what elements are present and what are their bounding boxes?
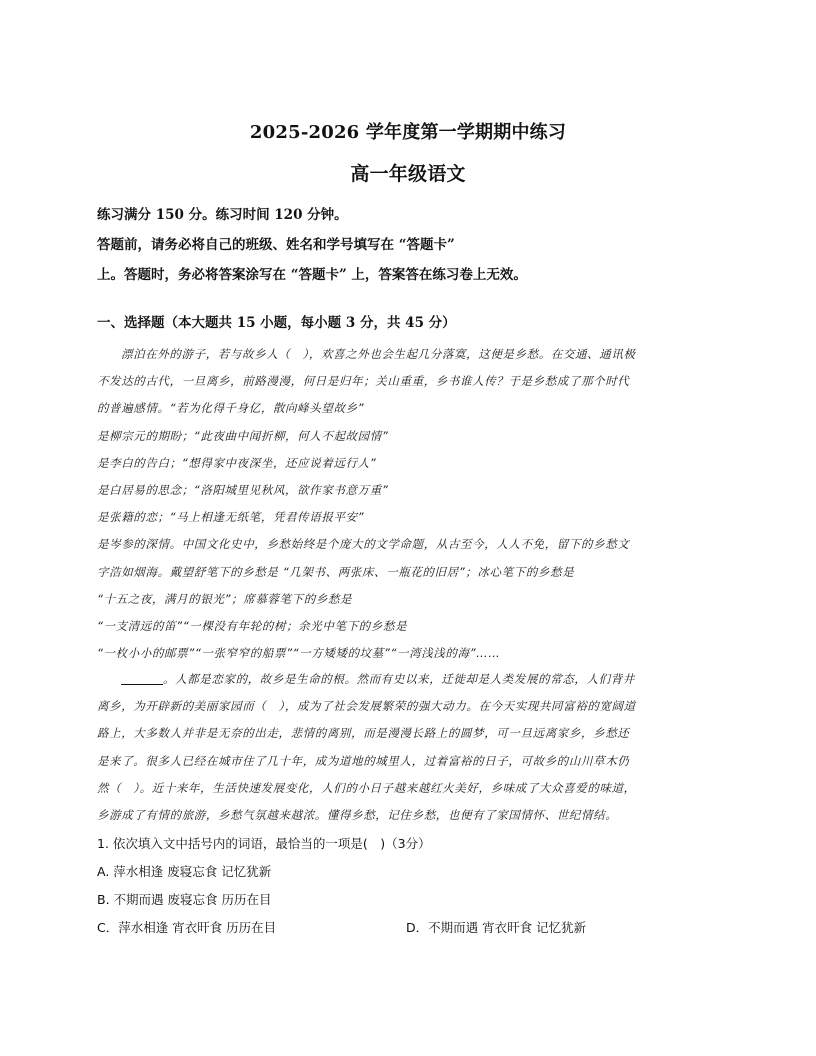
fill-in-blank <box>121 672 163 685</box>
exam-subtitle: 高一年级语文 <box>350 163 466 185</box>
instruction-line-3: 上。答题时，务必将答案涂写在 “答题卡” 上，答案答在练习卷上无效。 <box>97 267 527 283</box>
option-d: D．不期而遇 宵衣旰食 记忆犹新 <box>406 920 587 935</box>
passage-line: 字浩如烟海。戴望舒笔下的乡愁是 “几架书、两张床、一瓶花的旧居”；冰心笔下的乡愁是 <box>97 564 575 579</box>
reading-passage-1 <box>97 345 717 671</box>
passage-line: 漂泊在外的游子，若与故乡人（ ），欢喜之外也会生起几分落寞，这便是乡愁。在交通、通讯极 <box>121 347 636 361</box>
passage-line: 是白居易的思念；“洛阳城里见秋风，欲作家书意万重” <box>97 482 389 497</box>
reading-passage-2 <box>97 670 717 833</box>
passage-line: “十五之夜，满月的银光”；席慕蓉笔下的乡愁是 <box>97 591 353 606</box>
exam-title: 2025-2026 学年度第一学期期中练习 <box>249 122 567 143</box>
passage-line: “一支清远的笛”“一棵没有年轮的树；余光中笔下的乡愁是 <box>97 618 408 633</box>
passage-line: 然（ ）。近十来年，生活快速发展变化，人们的小日子越来越红火美好，乡味成了大众喜爱的味道， <box>97 780 636 795</box>
passage-line: 是李白的告白；“想得家中夜深坐，还应说着远行人” <box>97 455 377 470</box>
passage-line: 是张籍的恋；“马上相逢无纸笔，凭君传语报平安” <box>97 510 365 525</box>
passage-line: 是岑参的深情。中国文化史中，乡愁始终是个庞大的文学命题，从古至今，人人不免，留下的乡愁文 <box>97 537 630 552</box>
option-a: A. 萍水相逢 废寝忘食 记忆犹新 <box>97 864 272 879</box>
passage-line: 的普遍感情。“若为化得千身亿，散向峰头望故乡” <box>97 401 365 416</box>
passage-text: 。人都是恋家的，故乡是生命的根。然而有史以来，迁徙却是人类发展的常态，人们背井 <box>163 672 635 686</box>
option-b: B. 不期而遇 废寝忘食 历历在目 <box>97 892 272 907</box>
passage-line: 是来了。很多人已经在城市住了几十年，成为道地的城里人，过着富裕的日子，可故乡的山川草木仍 <box>97 753 630 768</box>
passage-line: 路上，大多数人并非是无奈的出走，悲情的离别，而是漫漫长路上的圆梦，可一旦远离家乡，乡愁还 <box>97 726 630 741</box>
question-stem: 1. 依次填入文中括号内的词语，最恰当的一项是( )（3分） <box>97 836 431 851</box>
passage-line <box>97 670 717 697</box>
option-c: C．萍水相逢 宵衣旰食 历历在目 <box>97 920 277 935</box>
section-heading: 一、选择题（本大题共 15 小题，每小题 3 分，共 45 分） <box>97 315 456 331</box>
passage-line: 不发达的古代，一旦离乡，前路漫漫，何日是归年；关山重重，乡书谁人传？于是乡愁成了那个时代 <box>97 374 630 389</box>
passage-line: 乡游成了有情的旅游，乡愁气氛越来越浓。懂得乡愁，记住乡愁，也便有了家国情怀、世纪情结。 <box>97 807 618 822</box>
passage-line: 离乡，为开辟新的美丽家园而（ ），成为了社会发展繁荣的强大动力。在今天实现共同富裕的宽阔道 <box>97 699 636 714</box>
instruction-line-2: 答题前，请务必将自己的班级、姓名和学号填写在 “答题卡” <box>97 237 455 253</box>
passage-line: 是柳宗元的期盼；“此夜曲中闻折柳，何人不起故园情” <box>97 428 389 443</box>
passage-line: “一枚小小的邮票”“一张窄窄的船票”“一方矮矮的坟墓”“一湾浅浅的海”…… <box>97 646 501 661</box>
instruction-line-1: 练习满分 150 分。练习时间 120 分钟。 <box>97 207 348 223</box>
